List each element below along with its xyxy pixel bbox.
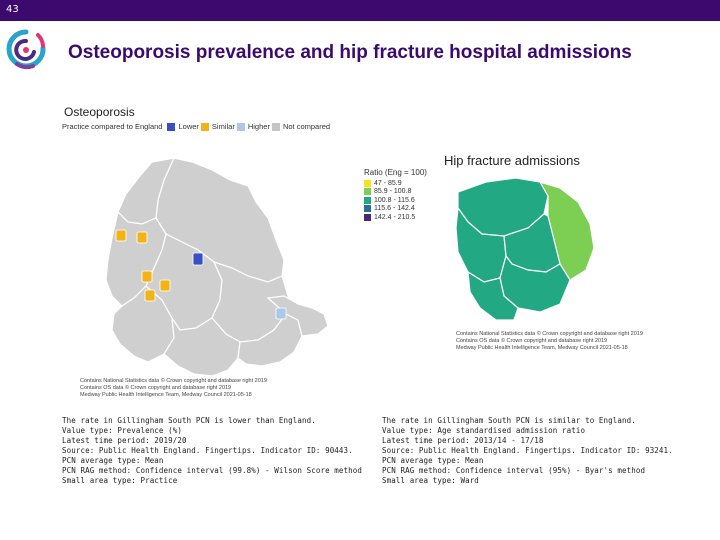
legend-title: Ratio (Eng = 100) [364,168,427,177]
hip-fracture-notes [382,416,702,486]
credit-line: Medway Public Health Intelligence Team, Medway Council 2021-05-18 [80,392,252,398]
osteoporosis-map-title: Osteoporosis [64,105,135,119]
osteoporosis-map [62,100,348,390]
note-line: The rate in Gillingham South PCN is lower than England. [62,416,316,425]
note-line: PCN RAG method: Confidence interval (99.8%) - Wilson Score method [62,466,362,475]
legend-item-lower: Lower [178,122,199,131]
practice-marker-similar [145,290,155,301]
legend-item-not-compared: Not compared [282,122,331,131]
osteoporosis-notes [62,416,362,486]
hip-fracture-map-panel [364,152,680,356]
legend-item-label: 47 - 85.9 [374,179,402,187]
osteoporosis-map-panel [62,100,348,390]
legend-item-label: 100.8 - 115.6 [374,196,415,204]
page-title: Osteoporosis prevalence and hip fracture hospital admissions [68,42,632,63]
note-line: Latest time period: 2019/20 [62,436,187,445]
legend-item-higher: Higher [247,122,270,131]
note-line: PCN RAG method: Confidence interval (95%) - Byar's method [382,466,646,475]
header-bar [0,0,720,21]
note-line: Small area type: Ward [382,476,479,485]
practice-marker-similar [142,271,152,282]
note-line: Small area type: Practice [62,476,178,485]
note-line: Source: Public Health England. Fingertips. Indicator ID: 93241. [382,446,673,455]
practice-marker-similar [116,230,126,241]
note-line: PCN average type: Mean [382,456,484,465]
note-line: Value type: Age standardised admission ratio [382,426,586,435]
note-line: Value type: Prevalence (%) [62,426,182,435]
credit-line: Contains National Statistics data © Crown copyright and database right 2019 [456,331,643,337]
note-line: PCN average type: Mean [62,456,164,465]
legend-item-similar: Similar [211,122,235,131]
legend-label: Practice compared to England [62,122,163,131]
credit-line: Contains OS data © Crown copyright and database right 2019 [456,338,608,344]
note-line: The rate in Gillingham South PCN is similar to England. [382,416,636,425]
legend-item-label: 85.9 - 100.8 [374,188,412,196]
note-line: Latest time period: 2013/14 - 17/18 [382,436,544,445]
practice-marker-similar [137,232,147,243]
hip-fracture-map-title: Hip fracture admissions [444,153,580,168]
practice-marker-higher [276,308,286,319]
practice-marker-similar [160,280,170,291]
slide-number: 43 [6,4,19,15]
practice-marker-lower [193,253,203,265]
note-line: Source: Public Health England. Fingertips. Indicator ID: 90443. [62,446,353,455]
credit-line: Contains OS data © Crown copyright and database right 2019 [80,385,232,391]
credit-line: Contains National Statistics data © Crown copyright and database right 2019 [80,378,267,384]
credit-line: Medway Public Health Intelligence Team, Medway Council 2021-05-18 [456,345,628,351]
hip-fracture-map [364,152,680,356]
organisation-logo [3,26,49,76]
hip-fracture-credits [456,331,643,352]
legend-item-label: 115.6 - 142.4 [374,205,415,213]
legend-item-label: 142.4 - 210.5 [374,213,416,221]
osteoporosis-credits [80,378,267,399]
